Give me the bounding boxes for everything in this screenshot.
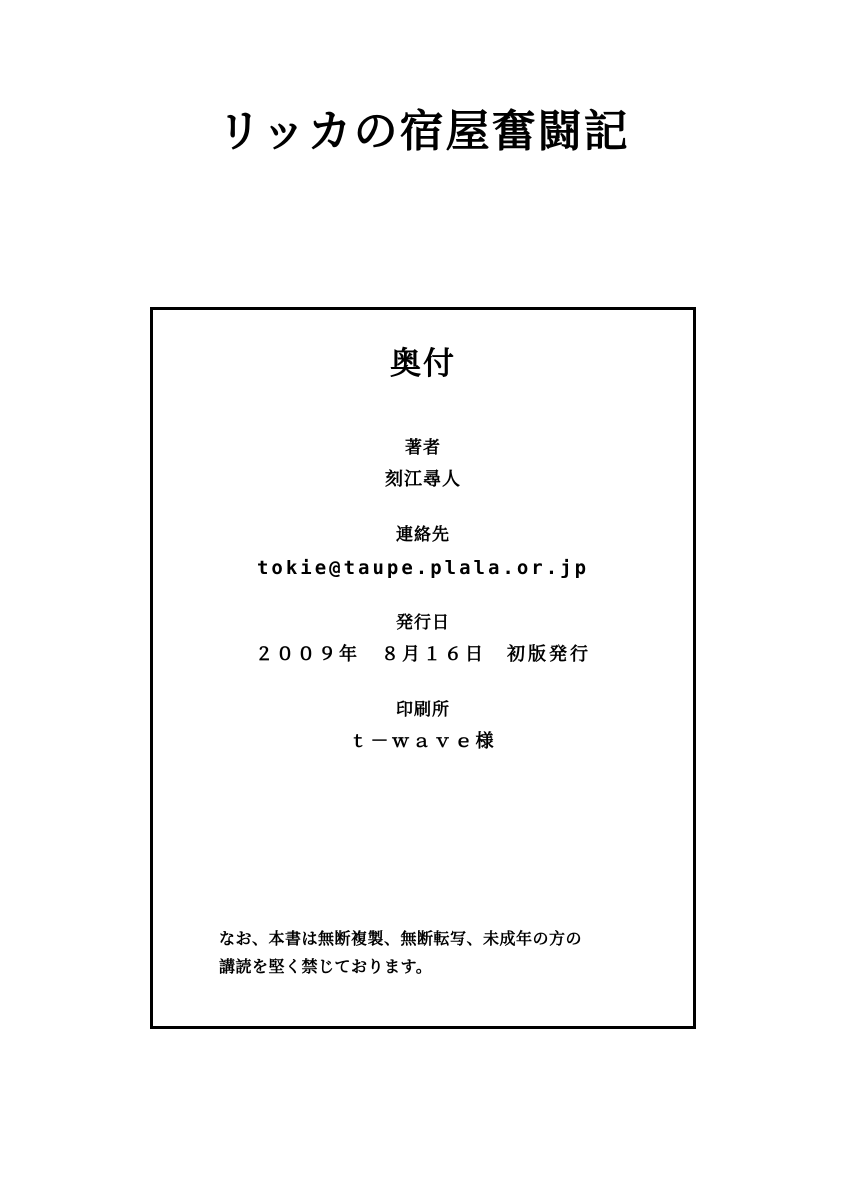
notice-line-2: 講読を堅く禁じております。: [219, 957, 433, 976]
copyright-notice: [219, 925, 649, 981]
notice-line-1: なお、本書は無断複製、無断転写、未成年の方の: [219, 929, 583, 948]
colophon-box: [150, 307, 696, 1029]
entry-value: ｔ－ｗａｖｅ様: [349, 731, 497, 753]
entry-label: 著者: [405, 438, 441, 458]
colophon-entry-author: [153, 435, 693, 496]
entry-value-email: tokie@taupe.plala.or.jp: [256, 556, 590, 579]
entry-value: ２００９年 ８月１６日 初版発行: [255, 644, 591, 666]
colophon-heading: 奥付: [390, 346, 456, 382]
colophon-entry-contact: [153, 522, 693, 584]
entry-label: 発行日: [396, 613, 450, 634]
colophon-entry-printer: [153, 697, 693, 758]
entry-label: 連絡先: [396, 524, 450, 545]
colophon-entries: [153, 435, 693, 758]
entry-value: 刻江尋人: [385, 469, 461, 491]
book-title: リッカの宿屋奮闘記: [217, 106, 630, 157]
colophon-entry-publish-date: [153, 610, 693, 671]
entry-label: 印刷所: [396, 700, 450, 721]
